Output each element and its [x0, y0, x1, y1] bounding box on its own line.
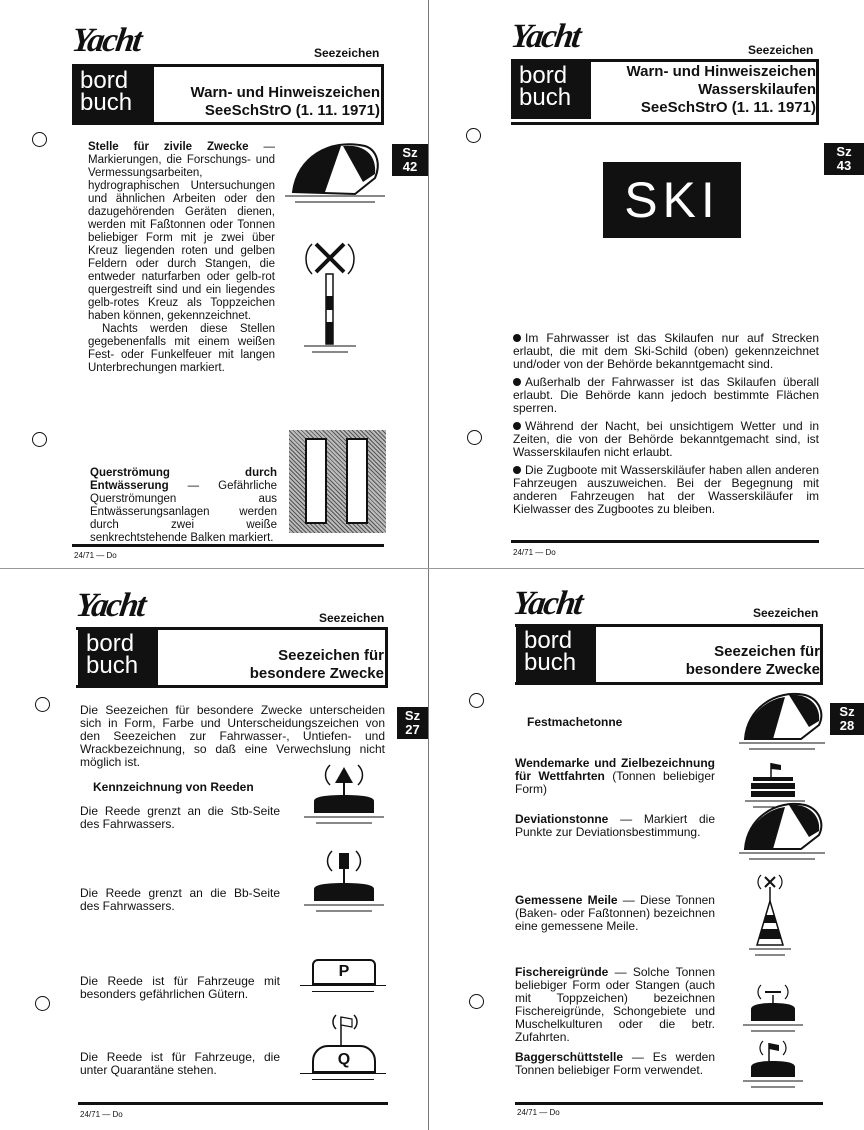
punch-hole [32, 132, 47, 147]
buch-word: buch [86, 652, 139, 679]
item-wendemarke: Wendemarke und Zielbezeichnung für Wettfahrten (Tonnen beliebiger Form) [515, 756, 715, 796]
bullet-icon [513, 378, 521, 386]
festmachetonne-illustration [739, 687, 825, 753]
sz-tab [830, 703, 864, 735]
bordbuch-block [78, 629, 158, 687]
bordbuch-block [516, 626, 596, 684]
rule-item: Im Fahrwasser ist das Skilaufen nur auf Strecken erlaubt, die mit dem Ski-Schild (oben) gekennzeichnet und/oder von der Behörde bekanntgemacht sind. [513, 331, 819, 371]
bracket-right [356, 851, 361, 871]
triangle-topmark [335, 767, 353, 783]
tab-sz: Sz [836, 144, 852, 159]
rule-item: Die Zugboote mit Wasserskiläufer haben allen anderen Fahrzeugen auszuweichen. Bei der Begegnung mit anderen Fahrzeugen hat der Wasserskiläufer im Kielwasser des Zugbootes zu bleiben. [513, 463, 819, 516]
page-sz43 [429, 0, 864, 568]
yacht-logo: Yacht [73, 587, 147, 624]
water-line [300, 1073, 386, 1074]
buoy-body [751, 1003, 795, 1021]
bordbuch-block [72, 66, 154, 124]
section-label: Seezeichen [314, 46, 380, 60]
bracket-left [760, 1041, 763, 1055]
title-line: Wasserskilaufen [698, 81, 816, 98]
ski-sign: SKI [603, 162, 741, 238]
punch-hole [466, 128, 481, 143]
reede-item: Die Reede grenzt an die Stb-Seite des Fahrwassers. [80, 804, 280, 831]
title-line: Seezeichen für [278, 647, 384, 664]
punch-hole [35, 996, 50, 1011]
header-side-rule [820, 624, 823, 684]
water-line [300, 985, 386, 986]
item-gemessene-meile: Gemessene Meile — Diese Tonnen (Baken- oder Faßtonnen) bezeichnen eine gemessene Meile. [515, 893, 715, 933]
subhead-reeden: Kennzeichnung von Reeden [93, 780, 254, 794]
title-line: besondere Zwecke [249, 665, 384, 682]
tab-number: 43 [836, 158, 852, 173]
title-line: besondere Zwecke [685, 661, 820, 678]
gemessene-meile-illustration [745, 873, 795, 957]
buoy-body: Q [312, 1045, 376, 1073]
water-line [312, 991, 374, 992]
term-querstroemung: Querströmung durch Entwässerung [90, 467, 277, 492]
sz-tab [392, 144, 428, 176]
buoy-body [314, 795, 374, 813]
buoy-body: P [312, 959, 376, 985]
title-line: SeeSchStrO (1. 11. 1971) [204, 102, 380, 119]
title-line: Seezeichen für [714, 643, 820, 660]
section-label: Seezeichen [748, 43, 814, 57]
text-zivile-zwecke [88, 141, 275, 375]
bracket-right [348, 244, 354, 274]
dark-band [764, 915, 776, 923]
rule-item: Außerhalb der Fahrwasser ist das Skilaufen überall erlaubt. Die Behörde kann jedoch bestimmte Flächen sperren. [513, 375, 819, 415]
pole-band [326, 322, 333, 344]
tab-sz: Sz [839, 704, 855, 719]
dark-band [759, 929, 781, 939]
reede-item: Die Reede grenzt an die Bb-Seite des Fahrwassers. [80, 886, 280, 913]
page-title [686, 643, 820, 679]
buch-word: buch [524, 649, 577, 676]
buch-word: buch [80, 89, 133, 116]
bord-word: bord [86, 630, 135, 657]
reede-stb-buoy [304, 761, 384, 831]
fischereigruende-illustration [743, 979, 803, 1035]
item-deviationstonne: Deviationstonne — Markiert die Punkte zur Deviationsbestimmung. [515, 812, 715, 839]
sz-tab [824, 143, 864, 175]
page-title [191, 84, 380, 120]
pole-band [326, 296, 333, 310]
entwaesserung-sign [289, 430, 386, 533]
tab-sz: Sz [402, 145, 418, 160]
title-line: Warn- und Hinweiszeichen [626, 63, 816, 80]
page-sz42 [0, 0, 428, 568]
reede-item: Die Reede ist für Fahrzeuge, die unter Quarantäne stehen. [80, 1050, 280, 1077]
buoy-body [751, 1061, 795, 1077]
bord-word: bord [519, 62, 568, 89]
yacht-logo: Yacht [510, 585, 584, 622]
ski-rules [513, 332, 819, 516]
reede-bb-buoy [304, 847, 384, 917]
item-baggerschuettstelle: Baggerschüttstelle — Es werden Tonnen beliebiger Form verwendet. [515, 1050, 715, 1077]
footer-rule [511, 540, 819, 543]
reede-q-topmark [330, 1013, 360, 1045]
punch-hole [469, 994, 484, 1009]
bracket-left [326, 765, 331, 785]
rule-item: Während der Nacht, bei unsichtigem Wetter und in Zeiten, die von der Behörde bekanntgemacht sind, ist Wasserskilaufen nicht erlaubt. [513, 419, 819, 459]
header-side-rule [816, 59, 819, 125]
buch-word: buch [519, 84, 572, 111]
flag [771, 763, 781, 770]
title-line: Warn- und Hinweiszeichen [190, 84, 380, 101]
white-bar [305, 438, 327, 524]
buoy-band [751, 783, 795, 789]
title-line: SeeSchStrO (1. 11. 1971) [640, 99, 816, 116]
buoy-top [753, 777, 793, 781]
cylinder-topmark [339, 853, 349, 869]
bracket-right [785, 985, 788, 999]
stange-kreuz-illustration [300, 236, 360, 356]
flag [341, 1017, 352, 1027]
bracket-left [758, 875, 761, 889]
header-side-rule [381, 64, 384, 124]
bracket-right [354, 1015, 357, 1029]
para-nachts: Nachts werden diese Stellen gegebenenfalls mit einem weißen Fest- oder Funkelfeuer mit langen Unterbrechungen markiert. [88, 323, 275, 374]
section-label: Seezeichen [753, 606, 819, 620]
punch-hole [35, 697, 50, 712]
term-zivile-zwecke: Stelle für zivile Zwecke [88, 141, 249, 153]
header-rule-bottom [511, 122, 819, 125]
bord-word: bord [524, 627, 573, 654]
bord-word: bord [80, 67, 129, 94]
footer-code: 24/71 — Do [80, 1110, 123, 1119]
footer-rule [72, 544, 384, 547]
section-label: Seezeichen [319, 611, 385, 625]
punch-hole [469, 693, 484, 708]
buoy-body [314, 883, 374, 901]
footer-code: 24/71 — Do [517, 1108, 560, 1117]
page-sz28 [429, 569, 864, 1130]
bullet-icon [513, 466, 521, 474]
bullet-icon [513, 334, 521, 342]
tab-sz: Sz [404, 708, 421, 723]
reede-p-buoy [300, 957, 386, 997]
item-festmachetonne: Festmachetonne [527, 715, 623, 729]
punch-hole [32, 432, 47, 447]
bracket-left [328, 851, 333, 871]
flag [769, 1043, 779, 1051]
water-line [312, 1079, 374, 1080]
bracket-left [758, 985, 761, 999]
desc-zivile-zwecke: — Markierungen, die Forschungs- und Vermessungsarbeiten, hydrographischen Untersuchungen und ähnlichen Arbeiten oder den dazugehörenden Geräten dienen, werden mit Faßtonnen oder Tonnen beliebiger Form mit je zwei über Kreuz liegenden roten und gelben Feldern oder durch Stangen, die entweder naturfarben oder gelb-rot quergestreift sind und ein liegendes gelb-rotes Kreuz als Toppzeichen haben können, gekennzeichnet. [88, 141, 275, 322]
page-title [627, 63, 816, 117]
bullet-icon [513, 422, 521, 430]
sz-tab [397, 707, 428, 739]
deviationstonne-illustration [739, 797, 825, 863]
page-title [250, 647, 384, 683]
text-querstroemung [90, 467, 277, 545]
bracket-right [779, 875, 782, 889]
baggerschuettstelle-illustration [743, 1039, 803, 1091]
punch-hole [467, 430, 482, 445]
tab-number: 27 [405, 722, 420, 737]
fasstonne-illustration [285, 134, 385, 214]
header-side-rule [385, 627, 388, 687]
page-sz27 [0, 569, 428, 1130]
item-fischereigruende: Fischereigründe — Solche Tonnen beliebiger Form oder Stangen (auch mit Toppzeichen) bezeichnen Fischereigründe, Schongebiete und Muschelkulturen oder die betr. Zufahrten. [515, 965, 715, 1044]
desc-querstroemung: — Gefährliche Querströmungen aus Entwässerungsanlagen werden durch zwei weiße senkrechtstehende Balken markiert. [90, 480, 277, 544]
footer-code: 24/71 — Do [513, 548, 556, 557]
reede-item: Die Reede ist für Fahrzeuge mit besonders gefährlichen Gütern. [80, 974, 280, 1001]
bracket-right [783, 1041, 786, 1055]
reede-q-buoy [300, 1045, 386, 1085]
bordbuch-block [511, 61, 591, 119]
intro-text: Die Seezeichen für besondere Zwecke unterscheiden sich in Form, Farbe und Unterscheidungszeichen von den Seezeichen zur Fahrwasser-, Untiefen- und Wrackbezeichnung, so daß eine Verwechslung nicht möglich ist. [80, 703, 385, 769]
tab-number: 42 [402, 159, 418, 174]
bracket-left [306, 244, 312, 274]
white-bar [346, 438, 368, 524]
bracket-right [358, 765, 363, 785]
footer-rule [515, 1102, 823, 1105]
tab-number: 28 [839, 718, 855, 733]
footer-rule [78, 1102, 388, 1105]
bracket-left [333, 1015, 336, 1029]
footer-code: 24/71 — Do [74, 551, 117, 560]
yacht-logo: Yacht [508, 18, 582, 55]
yacht-logo: Yacht [69, 22, 143, 59]
